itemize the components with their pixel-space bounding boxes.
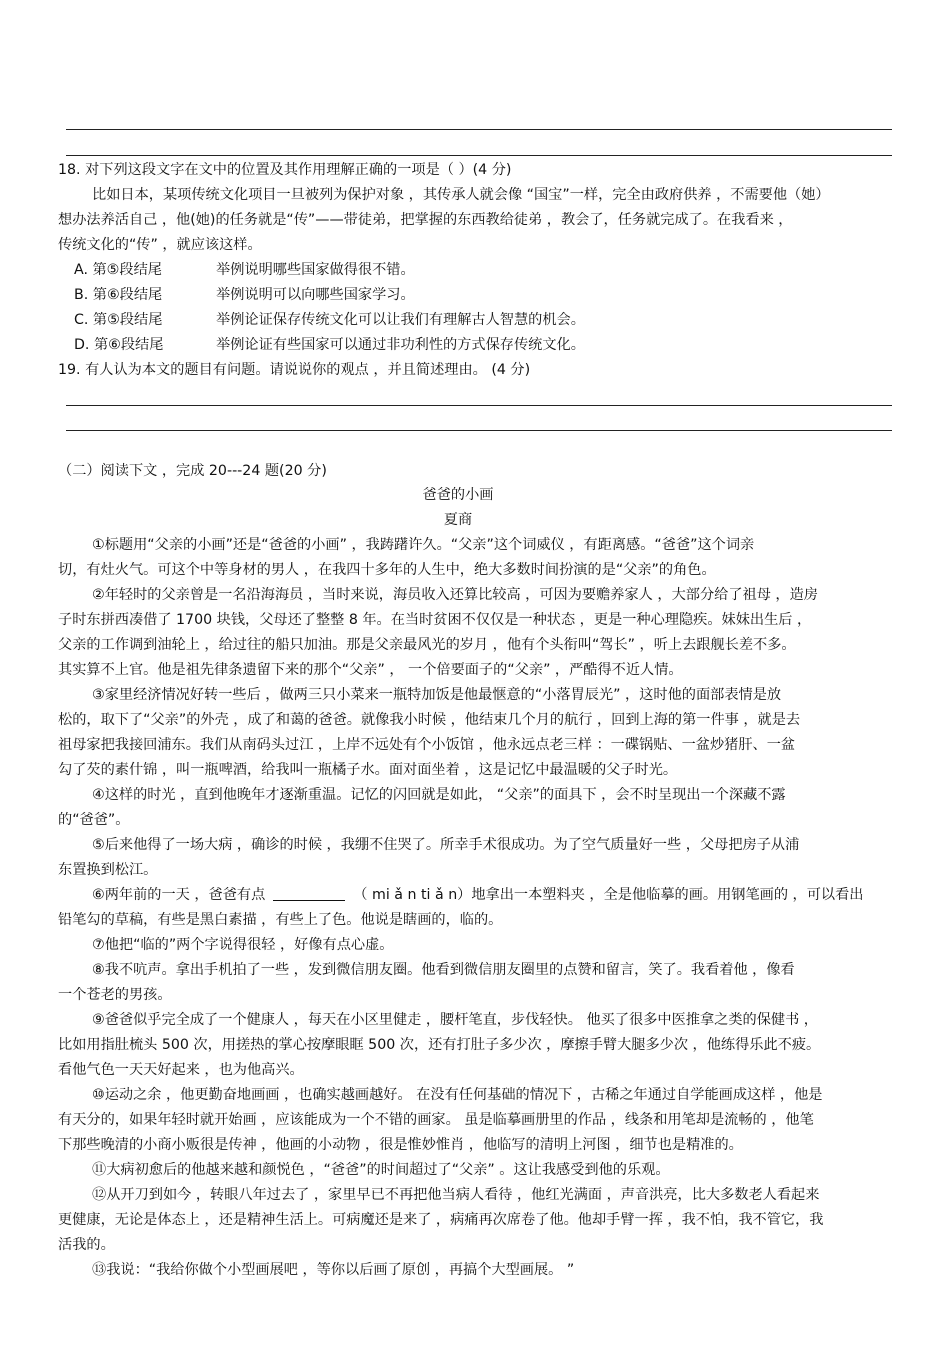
passage-line: 有天分的，如果年轻时就开始画 ，应该能成为一个不错的画家。 虽是临摹画册里的作品 ，线条和用笔却是流畅的 ，他笔 (58, 1112, 814, 1128)
passage-line: 松的，取下了“父亲”的外壳 ，成了和蔼的爸爸。就像我小时候 ，他结束几个月的航行 ，回到上海的第一件事 ，就是去 (58, 712, 801, 728)
fill-in-blank[interactable] (273, 886, 345, 901)
option-text: 举例说明哪些国家做得很不错。 (216, 262, 415, 278)
answer-line-4 (66, 430, 892, 431)
option-key: B. 第⑥段结尾 (74, 287, 163, 303)
passage-line: ②年轻时的父亲曾是一名沿海海员 ，当时来说，海员收入还算比较高 ，可因为要赡养家人 ，大部分给了祖母 ，造房 (92, 587, 818, 603)
passage-line: 祖母家把我接回浦东。我们从南码头过江 ，上岸不远处有个小饭馆 ，他永远点老三样 ：一碟锅贴、一盆炒猪肝、一盆 (58, 737, 796, 753)
passage-line: ⑤后来他得了一场大病 ，确诊的时候 ，我绷不住哭了。所幸手术很成功。为了空气质量好一些 ，父母把房子从浦 (92, 837, 800, 853)
q18-quote-line: 比如日本，某项传统文化项目一旦被列为保护对象 ，其传承人就会像 “国宝”一样，完全由政府供养 ，不需要他（她） (92, 187, 830, 203)
passage-line: 东置换到松江。 (58, 862, 158, 878)
option-text: 举例论证保存传统文化可以让我们有理解古人智慧的机会。 (216, 312, 585, 328)
q18-option-b (74, 285, 415, 305)
passage-line: ⑦他把“临的”两个字说得很轻 ，好像有点心虚。 (92, 937, 394, 953)
passage-author: 夏商 (443, 512, 473, 528)
passage-fragment: ⑥两年前的一天 ，爸爸有点 (92, 887, 266, 903)
passage-line: ⑧我不吭声。拿出手机拍了一些 ，发到微信朋友圈。他看到微信朋友圈里的点赞和留言，笑了。我看着他 ，像看 (92, 962, 795, 978)
q18-option-d (74, 335, 585, 355)
passage-line: 下那些晚清的小商小贩很是传神 ，他画的小动物 ，很是惟妙惟肖 ，他临写的清明上河图 ，细节也是精准的。 (58, 1137, 743, 1153)
passage-line: ⑪大病初愈后的他越来越和颜悦色 ，“爸爸”的时间超过了“父亲” 。这让我感受到他的乐观。 (92, 1162, 670, 1178)
passage-line: 其实算不上官。他是祖先律条遗留下来的那个“父亲” ， 一个倍要面子的“父亲” ，严酷得不近人情。 (58, 662, 683, 678)
passage-line: ⑩运动之余 ，他更勤奋地画画 ，也确实越画越好。 在没有任何基础的情况下 ，古稀之年通过自学能画成这样 ，他是 (92, 1087, 823, 1103)
passage-line: 切，有灶火气。可这个中等身材的男人 ，在我四十多年的人生中，绝大多数时间扮演的是“父亲”的角色。 (58, 562, 716, 578)
passage-line-with-blank (92, 885, 863, 905)
q18-stem: 18. 对下列这段文字在文中的位置及其作用理解正确的一项是（ ）(4 分) (58, 162, 512, 178)
passage-line: ⑨爸爸似乎完全成了一个健康人 ，每天在小区里健走 ，腰杆笔直，步伐轻快。 他买了很多中医推拿之类的保健书 ， (92, 1012, 818, 1028)
q18-option-a (74, 260, 415, 280)
passage-line: ④这样的时光 ，直到他晚年才逐渐重温。记忆的闪回就是如此， “父亲”的面具下 ，会不时呈现出一个深藏不露 (92, 787, 786, 803)
option-text: 举例说明可以向哪些国家学习。 (216, 287, 415, 303)
passage-line: 子时东拼西凑借了 1700 块钱，父母还了整整 8 年。在当时贫困不仅仅是一种状态 ，更是一种心理隐疾。妹妹出生后 ， (58, 612, 812, 628)
passage-line: ⑫从开刀到如今 ，转眼八年过去了 ，家里早已不再把他当病人看待 ，他红光满面 ，声音洪亮，比大多数老人看起来 (92, 1187, 820, 1203)
passage-line: ⑬我说：“我给你做个小型画展吧 ，等你以后画了原创 ，再搞个大型画展。 ” (92, 1262, 575, 1278)
passage-title: 爸爸的小画 (422, 487, 494, 503)
passage-line: ③家里经济情况好转一些后 ，做两三只小菜来一瓶特加饭是他最惬意的“小落胃辰光” ，这时他的面部表情是放 (92, 687, 782, 703)
passage-line: 比如用指肚梳头 500 次，用搓热的掌心按摩眼眶 500 次，还有打肚子多少次 ，摩擦手臂大腿多少次 ，他练得乐此不疲。 (58, 1037, 821, 1053)
answer-line-3 (66, 405, 892, 406)
passage-line: 勾了芡的素什锦 ，叫一瓶啤酒，给我叫一瓶橘子水。面对面坐着 ，这是记忆中最温暖的父子时光。 (58, 762, 678, 778)
q18-quote-line: 想办法养活自己 ，他(她)的任务就是“传”——带徒弟，把掌握的东西教给徒弟 ，教会了，任务就完成了。在我看来 ， (58, 212, 793, 228)
passage-line: 一个苍老的男孩。 (58, 987, 172, 1003)
passage-fragment: （ mi ǎ n ti ǎ n）地拿出一本塑料夹 ，全是他临摹的画。用钢笔画的 ，可以看出 (353, 887, 864, 903)
passage-line: 的“爸爸”。 (58, 812, 130, 828)
passage-line: 父亲的工作调到油轮上 ，给过往的船只加油。那是父亲最风光的岁月 ，他有个头衔叫“驾长” ，听上去跟舰长差不多。 (58, 637, 796, 653)
option-key: C. 第⑤段结尾 (74, 312, 163, 328)
answer-line-1 (66, 129, 892, 130)
option-key: D. 第⑥段结尾 (74, 337, 164, 353)
passage-line: 铅笔勾的草稿，有些是黑白素描 ，有些上了色。他说是瞎画的，临的。 (58, 912, 503, 928)
option-key: A. 第⑤段结尾 (74, 262, 162, 278)
passage-line: ①标题用“父亲的小画”还是“爸爸的小画” ，我踌躇许久。“父亲”这个词威仪 ，有距离感。“爸爸”这个词亲 (92, 537, 755, 553)
answer-line-2 (66, 155, 892, 156)
q18-option-c (74, 310, 585, 330)
passage-line: 更健康，无论是体态上 ，还是精神生活上。可病魔还是来了 ，病痛再次席卷了他。他却手臂一挥 ，我不怕，我不管它，我 (58, 1212, 824, 1228)
section-heading: （二）阅读下文 ，完成 20---24 题(20 分) (58, 463, 327, 479)
q18-quote-line: 传统文化的“传” ，就应该这样。 (58, 237, 262, 253)
q19-stem: 19. 有人认为本文的题目有问题。请说说你的观点 ，并且简述理由。 (4 分) (58, 362, 531, 378)
passage-line: 活我的。 (58, 1237, 115, 1253)
option-text: 举例论证有些国家可以通过非功利性的方式保存传统文化。 (216, 337, 585, 353)
passage-line: 看他气色一天天好起来 ，也为他高兴。 (58, 1062, 304, 1078)
